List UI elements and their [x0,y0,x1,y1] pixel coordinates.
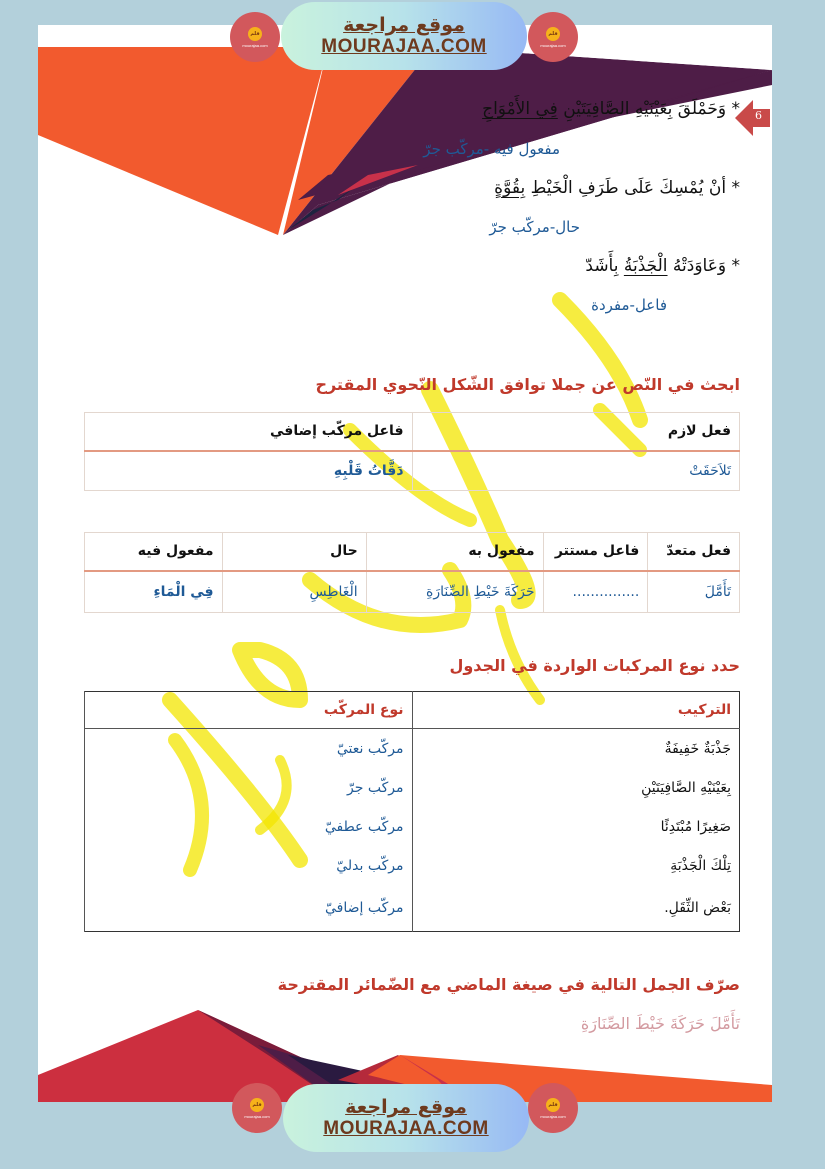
table-header-row [85,413,740,451]
table-cell: تَلاَحَقَتْ [412,451,740,491]
syntax-table-2 [84,532,740,613]
table-row [85,729,740,769]
exercise3-heading: حدد نوع المركبات الواردة في الجدول [449,656,740,675]
site-logo-badge-left-bottom[interactable] [232,1083,282,1133]
exercise1-item-3 [585,256,740,276]
type-cell: مركّب إضافيّ [85,885,413,931]
header-cell: نوع المركّب [85,692,413,729]
site-name-arabic[interactable]: موقع مراجعة [345,1096,467,1118]
table-row [85,571,740,613]
tarkib-cell: بِعَيْنَيْهِ الصَّافِيَتَيْنِ [412,768,740,807]
underlined-phrase: بِقُوَّةٍ [494,178,526,198]
header-cell: فاعل مستتر [543,533,648,571]
underlined-phrase: فِي الأَمْوَاجِ [482,99,558,119]
table-cell: ............... [543,571,648,613]
table-cell: تَأَمَّلَ [648,571,740,613]
table-cell: فِي الْمَاءِ [85,571,223,613]
table-header-row [85,692,740,729]
site-name-latin[interactable]: MOURAJAA.COM [323,1118,489,1139]
header-cell: مفعول به [366,533,543,571]
table-cell: حَرَكَةَ خَيْطِ الصِّنَارَةِ [366,571,543,613]
bullet: * [731,99,740,119]
book-icon: فلم [250,1098,264,1112]
type-cell: مركّب عطفيّ [85,807,413,846]
site-name-arabic[interactable]: موقع مراجعة [343,14,465,36]
table-row [85,451,740,491]
page-number: 6 [755,109,762,122]
book-icon: فلم [546,1098,560,1112]
header-cell: فاعل مركّب إضافي [85,413,413,451]
header-cell: حال [222,533,366,571]
site-logo-badge-right-bottom[interactable] [528,1083,578,1133]
syntax-table-1 [84,412,740,491]
tarkib-cell: صَغِيرًا مُبْتَدِئًا [412,807,740,846]
table-row [85,846,740,885]
book-icon: فلم [248,27,262,41]
table-cell: دَقَّاتُ قَلْبِهِ [85,451,413,491]
exercise1-answer-1: مفعول فيه -مركّب جرّ [423,140,560,158]
tarkib-cell: تِلْكَ الْجَذْبَةِ [412,846,740,885]
site-name-latin[interactable]: MOURAJAA.COM [321,36,487,57]
badge-caption: mourajaa.com [242,42,268,48]
exercise4-heading: صرّف الجمل التالية في صيغة الماضي مع الضّمائر المقترحة [277,975,740,994]
sentence-text: أنْ يُمْسِكَ عَلَى طَرَفِ الْخَيْطِ [525,178,727,198]
bullet: * [731,178,740,198]
type-cell: مركّب جرّ [85,768,413,807]
sentence-text-end: بِأَشَدّ [585,256,624,276]
type-cell: مركّب بدليّ [85,846,413,885]
exercise2-heading: ابحث في النّص عن جملا توافق الشّكل النّحوي المقترح [315,375,740,394]
header-cell: مفعول فيه [85,533,223,571]
table-row [85,807,740,846]
table-cell: الْغَاطِسِ [222,571,366,613]
site-banner-top[interactable] [281,2,527,70]
header-cell: التركيب [412,692,740,729]
site-logo-badge-left[interactable] [230,12,280,62]
badge-caption: mourajaa.com [540,42,566,48]
sentence-text: وَحَمْلَقَ بِعَيْنَيْهِ الصَّافِيَتَيْنِ [557,99,727,119]
page-number-arrow [735,100,770,136]
book-icon: فلم [546,27,560,41]
bullet: * [731,256,740,276]
site-banner-bottom[interactable] [283,1084,529,1152]
tarkib-cell: جَذْبَةٌ خَفِيفَةٌ [412,729,740,769]
exercise4-sentence: تَأَمَّلَ حَرَكَةَ خَيْطَ الصِّنَارَةِ [580,1014,740,1033]
table-header-row [85,533,740,571]
exercise1-answer-3: فاعل-مفردة [591,296,667,314]
header-cell: فعل لازم [412,413,740,451]
badge-caption: mourajaa.com [244,1113,270,1119]
exercise1-answer-2: حال-مركّب جرّ [489,218,580,236]
exercise1-item-2 [494,178,740,198]
compounds-table [84,691,740,932]
sentence-text: وَعَاوَدَتْهُ [667,256,727,276]
exercise1-item-1 [482,99,740,119]
type-cell: مركّب نعتيّ [85,729,413,769]
site-logo-badge-right[interactable] [528,12,578,62]
header-cell: فعل متعدّ [648,533,740,571]
table-row [85,885,740,931]
table-row [85,768,740,807]
tarkib-cell: بَعْض الثِّقَلِ. [412,885,740,931]
underlined-phrase: الْجَذْبَةُ [623,256,668,276]
badge-caption: mourajaa.com [540,1113,566,1119]
